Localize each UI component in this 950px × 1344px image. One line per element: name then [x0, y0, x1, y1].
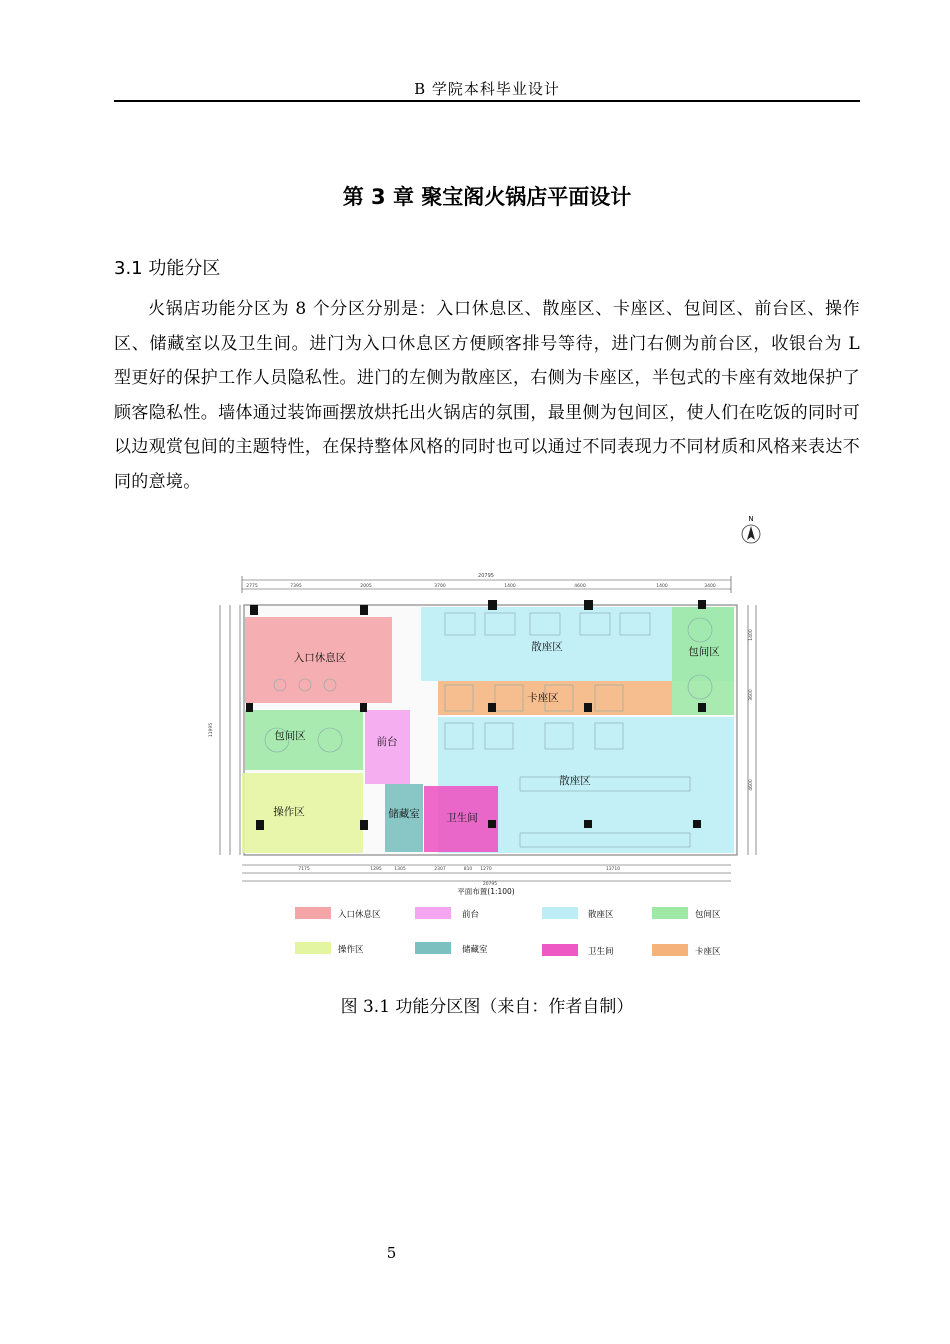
section-heading: 3.1 功能分区 — [114, 258, 221, 279]
dim-label: 810 — [463, 867, 473, 872]
legend-label: 散座区 — [588, 910, 614, 920]
label-storage: 储藏室 — [388, 808, 420, 820]
label-restroom: 卫生间 — [446, 812, 478, 824]
dim-label: 7175 — [298, 867, 310, 872]
top-total-dimension: 20795 — [478, 573, 494, 579]
dim-label: 4600 — [749, 779, 754, 791]
right-segment-labels — [748, 629, 754, 791]
legend-swatch-reception — [415, 907, 451, 919]
legend-swatch-storage — [415, 942, 451, 954]
dim-label: 3600 — [749, 689, 754, 701]
legend-label: 储藏室 — [462, 945, 488, 955]
chapter-title: 第 3 章 聚宝阁火锅店平面设计 — [342, 185, 632, 209]
header-rule — [114, 100, 860, 102]
figure-caption: 图 3.1 功能分区图（来自：作者自制） — [340, 997, 634, 1017]
floor-plan-figure — [200, 505, 780, 975]
dim-label: 2005 — [360, 584, 372, 589]
north-label: N — [748, 515, 754, 523]
dim-label: 13710 — [605, 867, 621, 872]
dim-label: 1400 — [504, 584, 516, 589]
legend-swatch-dining — [542, 907, 578, 919]
dim-label: 2775 — [246, 584, 258, 589]
label-entrance: 入口休息区 — [293, 652, 347, 664]
legend — [295, 907, 721, 957]
bottom-total-dimension: 20795 — [482, 882, 498, 887]
right-dimensions — [748, 605, 756, 855]
legend-swatch-booth — [652, 944, 688, 956]
label-room-left: 包间区 — [274, 730, 306, 742]
body-paragraph: 火锅店功能分区为 8 个分区分别是：入口休息区、散座区、卡座区、包间区、前台区、操作区、储藏室以及卫生间。进门为入口休息区方便顾客排号等待，进门右侧为前台区，收银台为 L 型更好的保护工作人员隐私性。进门的左侧为散座区，右侧为卡座区，半包式的卡座有效地保护了顾客隐私性。墙体通过装饰画摆放烘托出火锅店的氛围，最里侧为包间区，使人们在吃饭的同时可以边观赏包间的主题特性，在保持整体风格的同时也可以通过不同表现力不同材质和风格来表达不同的意境。 — [114, 299, 860, 492]
dim-label: 7395 — [290, 584, 302, 589]
dim-label: 1270 — [480, 867, 492, 872]
label-room-right: 包间区 — [688, 646, 720, 658]
dim-label: 4600 — [574, 584, 586, 589]
page-number: 5 — [386, 1244, 397, 1262]
legend-swatch-entrance — [295, 907, 331, 919]
legend-label: 卡座区 — [695, 947, 721, 957]
legend-label: 入口休息区 — [338, 910, 381, 920]
legend-swatch-private-room — [652, 907, 688, 919]
left-dimensions — [220, 605, 240, 855]
legend-label: 卫生间 — [588, 947, 614, 957]
north-arrow — [742, 515, 760, 543]
dim-label: 3400 — [704, 584, 716, 589]
running-head: B 学院本科毕业设计 — [414, 80, 560, 98]
label-dining-top: 散座区 — [531, 641, 563, 653]
dim-label: 1400 — [656, 584, 668, 589]
label-dining-bottom: 散座区 — [559, 775, 591, 787]
label-booth: 卡座区 — [527, 692, 559, 704]
left-total-dimension: 11995 — [209, 722, 214, 738]
label-kitchen: 操作区 — [273, 806, 305, 818]
dim-label: 1400 — [749, 629, 754, 641]
label-reception: 前台 — [376, 736, 398, 748]
dim-label: 3700 — [434, 584, 446, 589]
legend-swatch-kitchen — [295, 942, 331, 954]
dim-label: 1305 — [394, 867, 406, 872]
bottom-segment-labels — [298, 866, 620, 872]
dim-label: 2307 — [434, 867, 446, 872]
top-segment-labels — [246, 583, 716, 589]
legend-label: 包间区 — [695, 910, 721, 920]
legend-label: 操作区 — [338, 945, 364, 955]
legend-label: 前台 — [462, 910, 480, 920]
legend-swatch-restroom — [542, 944, 578, 956]
plan-title: 平面布置(1:100) — [457, 887, 515, 896]
dim-label: 1295 — [370, 867, 382, 872]
floor-plan-svg — [200, 505, 780, 975]
